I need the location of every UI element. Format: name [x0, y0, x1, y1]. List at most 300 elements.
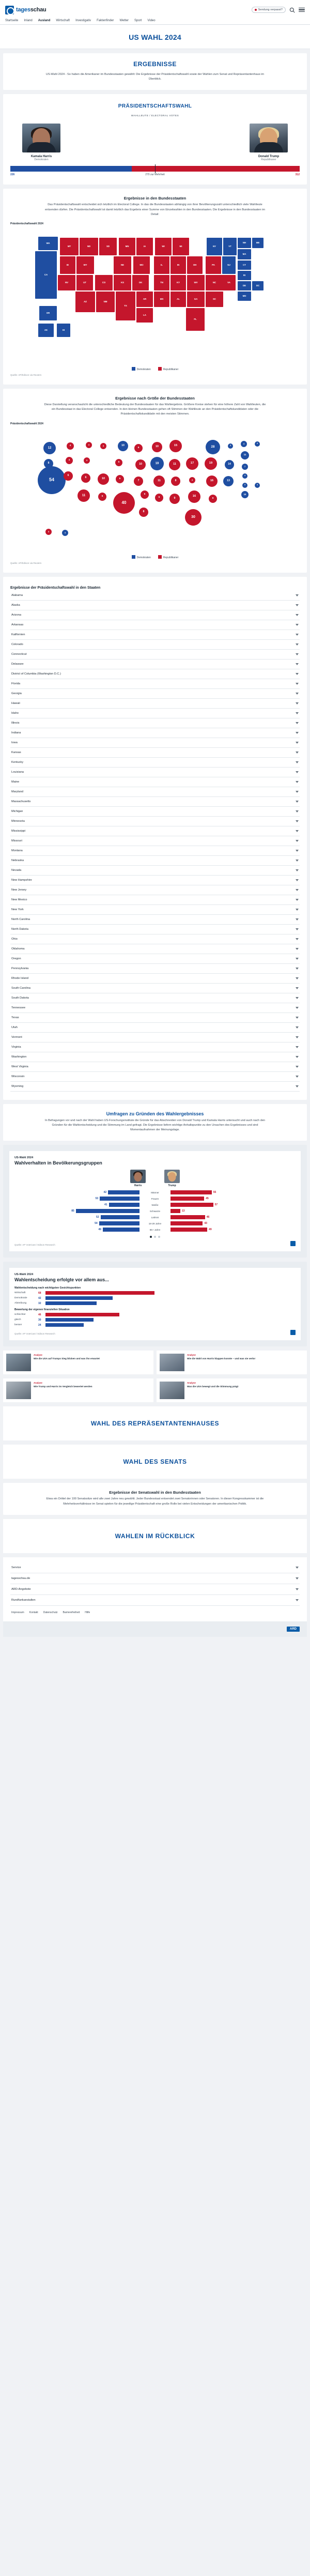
bubble-md[interactable]: 10 [241, 491, 249, 498]
bubble-mt[interactable]: 4 [67, 442, 74, 450]
map-state-ct[interactable]: CT [238, 260, 251, 270]
state-accordion-label: District of Columbia (Washington D.C.) [11, 672, 61, 676]
map-state-pa[interactable]: PA [206, 256, 221, 274]
chevron-down-icon[interactable] [296, 663, 299, 665]
nav-item-ausland[interactable]: Ausland [38, 19, 51, 22]
survey1-rep-bar [171, 1203, 213, 1207]
state-accordion-item[interactable] [10, 601, 300, 610]
chevron-down-icon[interactable] [296, 604, 299, 606]
survey2-row-value: 42 [38, 1296, 41, 1300]
share-icon-2[interactable] [290, 1330, 296, 1335]
bubble-ri[interactable]: 4 [242, 473, 247, 479]
bubble-wy[interactable]: 3 [84, 457, 90, 464]
chevron-down-icon[interactable] [296, 958, 299, 960]
survey1-dem-bar [76, 1209, 140, 1213]
nav-item-video[interactable]: Video [147, 19, 156, 22]
chevron-down-icon[interactable] [296, 653, 299, 655]
state-accordion-item[interactable] [10, 1033, 300, 1042]
survey1-pagination[interactable] [14, 1236, 296, 1238]
chevron-down-icon[interactable] [296, 909, 299, 911]
us-bubble-map[interactable] [31, 431, 279, 552]
bubble-me[interactable]: 4 [255, 441, 260, 447]
state-accordion-item[interactable] [10, 718, 300, 728]
map-state-mi[interactable]: MI [173, 238, 189, 255]
state-accordion-item[interactable] [10, 640, 300, 650]
chevron-down-icon[interactable] [296, 742, 299, 744]
state-accordion-item[interactable] [10, 777, 300, 787]
chevron-down-icon[interactable] [296, 830, 299, 832]
bubble-wv[interactable]: 4 [189, 477, 195, 483]
nav-item-sport[interactable]: Sport [134, 19, 142, 22]
chevron-down-icon[interactable] [296, 879, 299, 881]
bubble-nm[interactable]: 5 [98, 493, 106, 501]
state-accordion-item[interactable] [10, 689, 300, 699]
state-accordion-item[interactable] [10, 709, 300, 718]
bubble-wi[interactable]: 10 [152, 442, 162, 452]
chevron-down-icon[interactable] [296, 948, 299, 950]
bubble-az[interactable]: 11 [78, 489, 90, 502]
state-accordion-item[interactable] [10, 807, 300, 817]
chevron-down-icon[interactable] [296, 752, 299, 754]
pagination-dot-1[interactable] [150, 1236, 152, 1238]
survey1-candidate-trump [164, 1170, 180, 1187]
chevron-down-icon[interactable] [296, 791, 299, 793]
map-state-sd[interactable]: SD [99, 238, 117, 255]
bubble-ma[interactable]: 11 [241, 451, 249, 459]
map-state-la[interactable]: LA [136, 308, 153, 323]
state-accordion-item[interactable] [10, 768, 300, 777]
map-state-hi[interactable]: HI [57, 324, 70, 337]
majority-marker [155, 164, 156, 173]
nav-item-inland[interactable]: Inland [24, 19, 33, 22]
state-accordion-item[interactable] [10, 1062, 300, 1072]
map-state-dc[interactable]: DC [252, 281, 264, 290]
survey1-rep-side [171, 1197, 296, 1201]
state-accordion-item[interactable] [10, 1003, 300, 1013]
map-state-co[interactable]: CO [95, 275, 113, 290]
map-state-tx[interactable]: TX [116, 292, 135, 320]
state-accordion-item[interactable] [10, 1023, 300, 1033]
chevron-down-icon[interactable] [296, 761, 299, 763]
map-state-me[interactable]: ME [252, 238, 264, 248]
bubble-la[interactable]: 8 [139, 508, 148, 517]
map-state-ks[interactable]: KS [114, 275, 131, 290]
bubble-mi[interactable]: 15 [169, 440, 182, 452]
survey2-row [14, 1291, 296, 1295]
nav-item-wirtschaft[interactable]: Wirtschaft [56, 19, 70, 22]
bubble-ga[interactable]: 16 [188, 490, 200, 503]
map-state-ar[interactable]: AR [136, 292, 153, 307]
survey1-dem-side [14, 1190, 140, 1194]
bubble-co[interactable]: 10 [98, 473, 109, 485]
map-state-fl[interactable]: FL [186, 308, 205, 331]
chevron-down-icon[interactable] [296, 997, 299, 999]
state-accordion-item[interactable] [10, 660, 300, 669]
footer-link[interactable]: Impressum [11, 1611, 24, 1614]
bubble-in[interactable]: 11 [169, 459, 180, 470]
survey2-row [14, 1318, 296, 1322]
nav-item-wetter[interactable]: Wetter [119, 19, 129, 22]
bubble-ky[interactable]: 8 [171, 477, 180, 486]
map-state-vt[interactable]: VT [223, 238, 237, 255]
map-state-nh[interactable]: NH [238, 238, 251, 248]
survey2-kicker: US-Wahl 2024 [14, 1273, 34, 1277]
state-accordion-item[interactable] [10, 591, 300, 601]
bubble-ak[interactable]: 3 [45, 529, 52, 535]
chevron-down-icon[interactable] [296, 673, 299, 675]
map-state-va[interactable]: VA [222, 275, 236, 290]
state-accordion-item[interactable] [10, 748, 300, 758]
map-state-ri[interactable]: RI [238, 271, 251, 280]
footer-link[interactable]: Barrierefreiheit [63, 1611, 80, 1614]
map-state-de[interactable]: DE [238, 281, 251, 290]
candidate-photo-harris [22, 124, 60, 152]
state-accordion-item[interactable] [10, 885, 300, 895]
teaser-card-1[interactable] [3, 1351, 153, 1374]
tagesschau-logo-icon [5, 6, 14, 14]
share-icon[interactable] [290, 1241, 296, 1246]
map-state-ne[interactable]: NE [114, 256, 131, 274]
survey2-row [14, 1323, 296, 1327]
map-state-mn[interactable]: MN [119, 238, 135, 255]
chevron-down-icon[interactable] [296, 1026, 299, 1029]
state-accordion-item[interactable] [10, 738, 300, 748]
chevron-down-icon[interactable] [296, 889, 299, 891]
map-state-ga[interactable]: GA [187, 292, 205, 307]
map-legend-dem: Demokraten [132, 367, 151, 371]
map-state-md[interactable]: MD [238, 292, 251, 301]
state-accordion-item[interactable] [10, 993, 300, 1003]
bubble-al[interactable]: 9 [169, 494, 180, 504]
chevron-down-icon[interactable] [296, 683, 299, 685]
chevron-down-icon[interactable] [296, 693, 299, 695]
bubble-ca[interactable]: 54 [38, 466, 66, 494]
map-state-ny[interactable]: NY [207, 238, 222, 255]
survey2-row-value: 68 [38, 1291, 41, 1295]
map-state-nd[interactable]: ND [80, 238, 98, 255]
map-state-ms[interactable]: MS [154, 292, 169, 307]
majority-label: 270 zur Mehrheit [145, 173, 165, 177]
map-state-nm[interactable]: NM [96, 292, 115, 312]
state-accordion-item[interactable] [10, 836, 300, 846]
map-legend [10, 367, 300, 371]
state-accordion-item[interactable] [10, 846, 300, 856]
chevron-down-icon[interactable] [296, 1066, 299, 1068]
survey1-rep-value: 43 [204, 1222, 207, 1225]
chevron-down-icon[interactable] [296, 987, 299, 989]
bubble-legend [10, 555, 300, 559]
chevron-down-icon[interactable] [296, 938, 299, 940]
state-accordion-label: Tennessee [11, 1006, 26, 1009]
chevron-down-icon[interactable] [296, 977, 299, 979]
survey2-row-label: Wirtschaft [14, 1292, 26, 1295]
chevron-down-icon[interactable] [296, 899, 299, 901]
map-state-wa[interactable]: WA [38, 237, 58, 250]
live-sendung-button[interactable] [252, 7, 286, 13]
state-accordion-item[interactable] [10, 1042, 300, 1052]
live-dot-icon [255, 9, 257, 11]
state-accordion-item[interactable] [10, 1082, 300, 1092]
state-accordion-item[interactable] [10, 1013, 300, 1023]
state-accordion-item[interactable] [10, 826, 300, 836]
bubble-wa[interactable]: 12 [43, 442, 56, 454]
chevron-down-icon[interactable] [296, 810, 299, 812]
bubble-nh[interactable]: 4 [241, 441, 247, 447]
state-accordion-item[interactable] [10, 974, 300, 984]
states-accordion [10, 591, 300, 1092]
chevron-down-icon[interactable] [296, 968, 299, 970]
bubble-il[interactable]: 19 [150, 457, 164, 470]
survey2-row-value: 24 [38, 1323, 41, 1327]
state-accordion-item[interactable] [10, 934, 300, 944]
chevron-down-icon[interactable] [296, 860, 299, 862]
us-electoral-map[interactable] [31, 231, 279, 364]
state-accordion-item[interactable] [10, 856, 300, 866]
chevron-down-icon[interactable] [296, 1076, 299, 1078]
map-state-nj[interactable]: NJ [222, 256, 236, 274]
chevron-down-icon[interactable] [296, 702, 299, 704]
survey1-dem-bar [101, 1215, 140, 1219]
chevron-down-icon[interactable] [296, 1046, 299, 1048]
bubble-ks[interactable]: 6 [116, 475, 124, 483]
map-state-mo[interactable]: MO [133, 256, 150, 274]
bubble-or[interactable]: 8 [44, 459, 53, 468]
map-state-az[interactable]: AZ [75, 292, 95, 312]
ard-logo: ARD [287, 1627, 300, 1632]
map-state-mt[interactable]: MT [60, 238, 79, 255]
bubble-pa[interactable]: 19 [205, 457, 217, 470]
state-accordion-item[interactable] [10, 984, 300, 993]
survey2-footer [14, 1330, 296, 1335]
map-state-ut[interactable]: UT [76, 275, 93, 290]
chevron-down-icon[interactable] [296, 918, 299, 921]
chevron-down-icon[interactable] [296, 781, 299, 783]
bubble-id[interactable]: 4 [66, 457, 73, 464]
presidential-heading: PRÄSIDENTSCHAFTSWAHL [118, 103, 192, 110]
chevron-down-icon[interactable] [296, 850, 299, 852]
state-accordion-item[interactable] [10, 728, 300, 738]
state-accordion-item[interactable] [10, 925, 300, 934]
survey1-rep-side [171, 1203, 296, 1207]
bubble-nv[interactable]: 6 [64, 471, 73, 481]
state-accordion-item[interactable] [10, 787, 300, 797]
survey1-row-label: 18-29 Jahre [148, 1222, 162, 1225]
state-accordion-label: Iowa [11, 741, 18, 744]
map-state-il[interactable]: IL [154, 256, 169, 274]
chevron-down-icon[interactable] [296, 1577, 299, 1580]
state-accordion-item[interactable] [10, 954, 300, 964]
map-state-nc[interactable]: NC [206, 275, 223, 290]
survey1-dem-value: 41 [104, 1203, 107, 1207]
state-accordion-item[interactable] [10, 915, 300, 925]
bubble-ms[interactable]: 6 [155, 494, 163, 502]
state-accordion-label: Maine [11, 780, 20, 784]
map-state-wy[interactable]: WY [76, 256, 94, 274]
state-accordion-item[interactable] [10, 1052, 300, 1062]
map-state-id[interactable]: ID [60, 256, 75, 274]
state-map-chartlabel: Präsidentschaftswahl 2024 [10, 222, 43, 225]
candidate-name-harris: Kamala Harris [30, 155, 52, 159]
chevron-down-icon[interactable] [296, 1567, 299, 1569]
state-accordion-item[interactable] [10, 797, 300, 807]
state-accordion-item[interactable] [10, 944, 300, 954]
chevron-down-icon[interactable] [296, 928, 299, 930]
chevron-down-icon[interactable] [296, 840, 299, 842]
survey1-dem-side [14, 1215, 140, 1219]
footer-accordion-label: Rundfunkanstalten [11, 1598, 36, 1602]
bubble-tn[interactable]: 11 [153, 476, 165, 487]
bubble-ar[interactable]: 6 [141, 490, 149, 499]
state-accordion-item[interactable] [10, 610, 300, 620]
bubble-nc[interactable]: 16 [206, 476, 218, 487]
chevron-down-icon[interactable] [296, 1085, 299, 1087]
chevron-down-icon[interactable] [296, 722, 299, 724]
state-accordion-label: Hawaii [11, 701, 20, 705]
search-icon[interactable] [289, 7, 295, 13]
state-accordion-item[interactable] [10, 679, 300, 689]
map-state-or[interactable]: OR [39, 306, 57, 320]
chevron-down-icon[interactable] [296, 869, 299, 871]
state-accordion-label: South Carolina [11, 986, 31, 990]
chevron-down-icon[interactable] [296, 1017, 299, 1019]
state-accordion-item[interactable] [10, 699, 300, 709]
footer-bottom [3, 1621, 307, 1637]
chevron-down-icon[interactable] [296, 1036, 299, 1038]
footer-link[interactable]: Hilfe [85, 1611, 90, 1614]
chevron-down-icon[interactable] [296, 820, 299, 822]
bubble-de[interactable]: 3 [242, 483, 247, 488]
survey-chart-2 [9, 1268, 301, 1340]
footer-link[interactable]: Kontakt [29, 1611, 38, 1614]
footer-accordion-item[interactable] [10, 1573, 300, 1584]
bubble-ia[interactable]: 6 [134, 444, 143, 452]
chevron-down-icon[interactable] [296, 624, 299, 626]
chevron-down-icon[interactable] [296, 614, 299, 616]
survey2-row-bar [45, 1301, 97, 1305]
map-state-in[interactable]: IN [171, 256, 186, 274]
state-accordion-item[interactable] [10, 817, 300, 826]
map-state-ca[interactable]: CA [35, 251, 57, 299]
state-accordion-item[interactable] [10, 964, 300, 974]
teaser-card-4[interactable] [157, 1378, 307, 1402]
state-accordion-item[interactable] [10, 758, 300, 768]
state-accordion-label: Idaho [11, 711, 19, 715]
map-state-ky[interactable]: KY [171, 275, 186, 290]
chevron-down-icon[interactable] [296, 801, 299, 803]
hamburger-icon[interactable] [299, 8, 305, 12]
chevron-down-icon[interactable] [296, 1007, 299, 1009]
pagination-dot-3[interactable] [158, 1236, 160, 1238]
bubble-ny[interactable]: 28 [206, 440, 220, 454]
state-accordion-item[interactable] [10, 866, 300, 876]
map-state-ak[interactable]: AK [38, 324, 54, 337]
nav-item-investigativ[interactable]: Investigativ [75, 19, 91, 22]
map-state-tn[interactable]: TN [154, 275, 169, 290]
state-accordion-label: Montana [11, 849, 23, 852]
bubble-map-title: Ergebnisse nach Größe der Bundesstaaten [115, 396, 195, 401]
state-accordion-label: Missouri [11, 839, 22, 842]
map-state-oh[interactable]: OH [187, 256, 203, 274]
map-state-ma[interactable]: MA [238, 249, 251, 259]
electoral-bar-legend [10, 173, 300, 176]
bubble-ne[interactable]: 5 [115, 459, 122, 466]
teaser-card-2[interactable] [157, 1351, 307, 1374]
survey2-row [14, 1301, 296, 1305]
bubble-vt[interactable]: 3 [228, 443, 233, 449]
bubble-nd[interactable]: 3 [86, 442, 92, 448]
survey1-row [14, 1228, 296, 1232]
bubble-mo[interactable]: 10 [135, 459, 146, 470]
survey1-dem-value: 42 [103, 1191, 107, 1194]
bubble-sc[interactable]: 9 [209, 495, 217, 503]
bubble-nj[interactable]: 14 [225, 460, 234, 469]
state-accordion-item[interactable] [10, 1072, 300, 1082]
bubble-ct[interactable]: 7 [242, 464, 248, 470]
bubble-va[interactable]: 13 [223, 476, 234, 486]
teaser-text-2 [187, 1354, 255, 1371]
bubble-hi[interactable]: 4 [62, 530, 68, 536]
state-accordion-item[interactable] [10, 895, 300, 905]
map-state-ia[interactable]: IA [136, 238, 153, 255]
map-state-nv[interactable]: NV [58, 275, 75, 290]
chevron-down-icon[interactable] [296, 1056, 299, 1058]
chevron-down-icon[interactable] [296, 594, 299, 596]
bubble-dc[interactable]: 3 [255, 483, 260, 488]
bubble-tx[interactable]: 40 [113, 492, 135, 514]
state-accordion-label: Alaska [11, 603, 20, 607]
chevron-down-icon[interactable] [296, 732, 299, 734]
chevron-down-icon[interactable] [296, 1588, 299, 1590]
map-state-wv[interactable]: WV [187, 275, 205, 290]
footer-accordion-item[interactable] [10, 1562, 300, 1573]
state-accordion-label: Colorado [11, 642, 23, 646]
map-state-sc[interactable]: SC [206, 292, 223, 307]
teaser-card-3[interactable] [3, 1378, 153, 1402]
chevron-down-icon[interactable] [296, 712, 299, 714]
state-accordion-item[interactable] [10, 620, 300, 630]
chevron-down-icon[interactable] [296, 643, 299, 646]
chevron-down-icon[interactable] [296, 1599, 299, 1601]
teaser-kicker-2: Analyse [187, 1354, 196, 1357]
bubble-oh[interactable]: 17 [186, 457, 198, 470]
bubble-ok[interactable]: 7 [134, 477, 143, 486]
footer-link[interactable]: Datenschutz [43, 1611, 58, 1614]
state-accordion-item[interactable] [10, 905, 300, 915]
bubble-sd[interactable]: 3 [100, 443, 106, 449]
state-accordion-item[interactable] [10, 876, 300, 885]
nav-item-startseite[interactable]: Startseite [5, 19, 19, 22]
bubble-ut[interactable]: 6 [81, 473, 90, 483]
chevron-down-icon[interactable] [296, 634, 299, 636]
state-accordion-label: Alabama [11, 593, 23, 597]
nav-item-faktenfinder[interactable]: Faktenfinder [97, 19, 114, 22]
bubble-fl[interactable]: 30 [185, 509, 202, 526]
state-accordion-item[interactable] [10, 669, 300, 679]
footer-accordion-item[interactable] [10, 1584, 300, 1595]
state-accordion-item[interactable] [10, 630, 300, 640]
map-state-wi[interactable]: WI [155, 238, 172, 255]
map-state-ok[interactable]: OK [132, 275, 149, 290]
tagesschau-logo[interactable] [5, 6, 47, 14]
bubble-mn[interactable]: 10 [118, 441, 128, 451]
footer-accordion-item[interactable] [10, 1595, 300, 1606]
map-state-al[interactable]: AL [171, 292, 186, 307]
state-accordion-label: North Carolina [11, 917, 30, 921]
chevron-down-icon[interactable] [296, 771, 299, 773]
state-accordion-item[interactable] [10, 650, 300, 660]
state-accordion-label: West Virginia [11, 1065, 28, 1068]
pagination-dot-2[interactable] [154, 1236, 156, 1238]
